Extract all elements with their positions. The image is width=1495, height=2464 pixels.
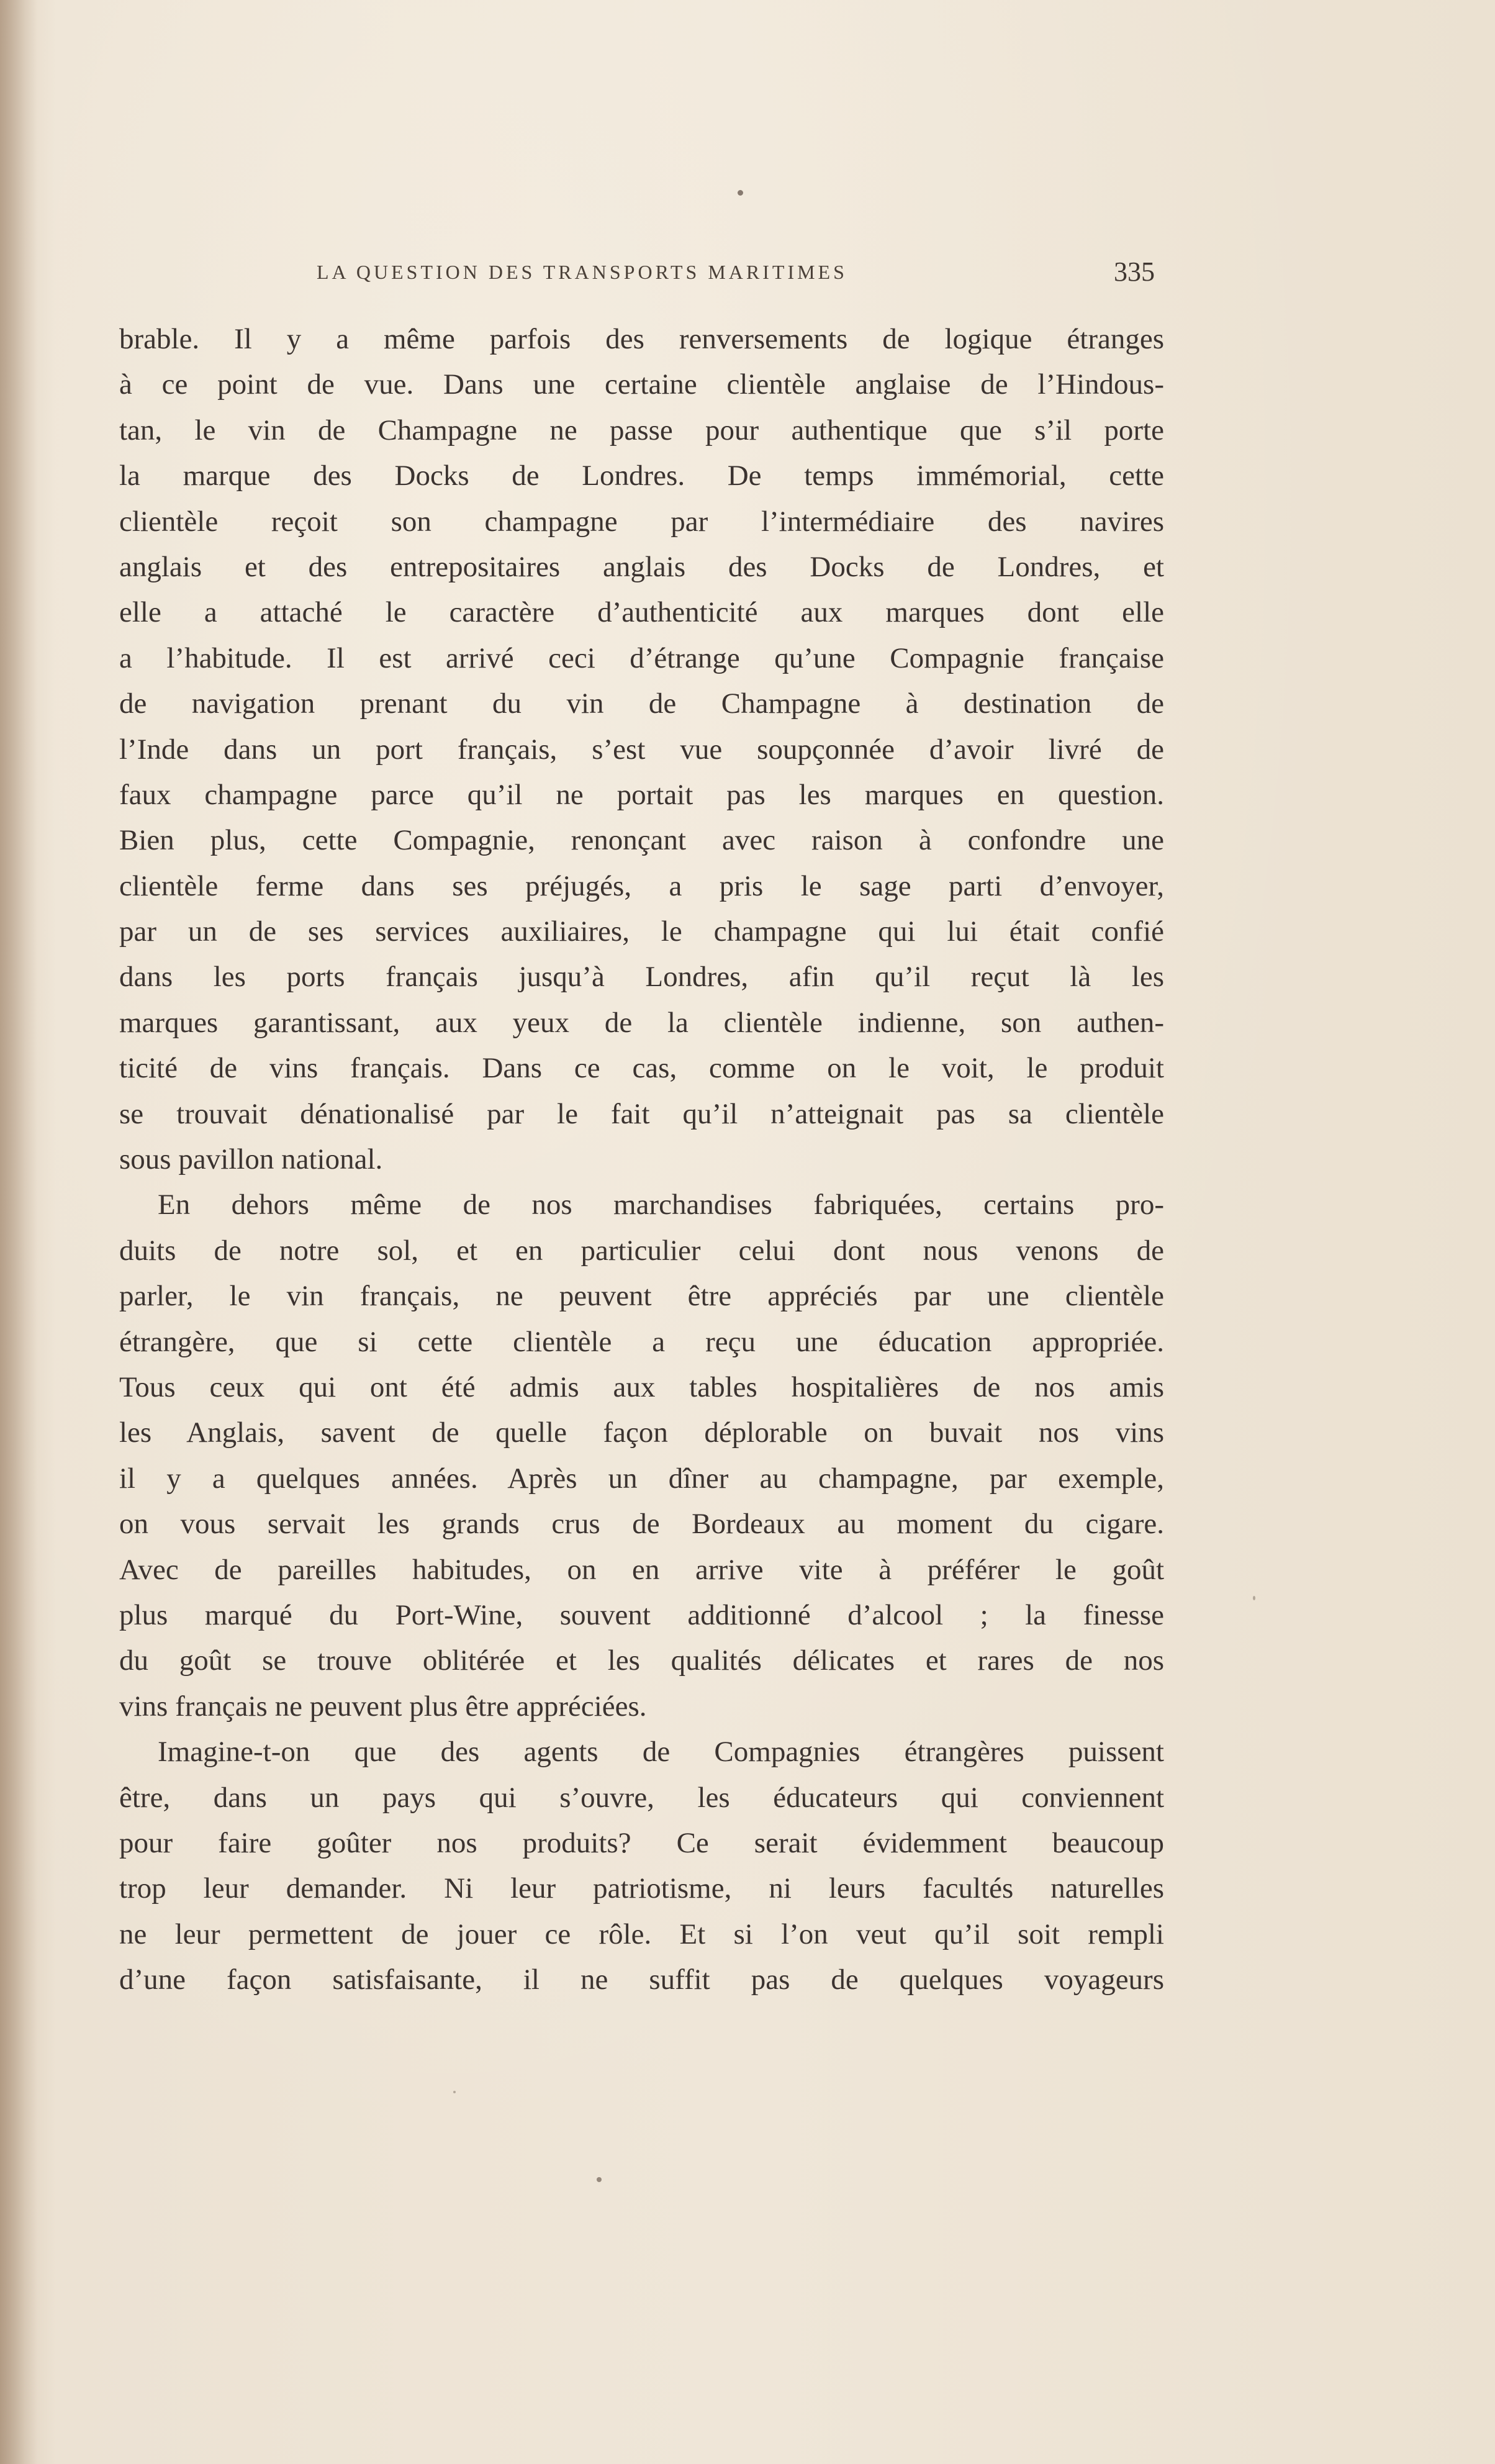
text-line: anglais et des entrepositaires anglais des Docks de Londres, et bbox=[119, 550, 1164, 583]
text-line: tan, le vin de Champagne ne passe pour authentique que s’il porte bbox=[119, 414, 1164, 446]
paper-speck bbox=[453, 2091, 456, 2093]
text-line: à ce point de vue. Dans une certaine clientèle anglaise de l’Hindous- bbox=[119, 368, 1164, 401]
text-line: on vous servait les grands crus de Bordeaux au moment du cigare. bbox=[119, 1508, 1164, 1541]
text-line: Avec de pareilles habitudes, on en arrive vite à préférer le goût bbox=[119, 1553, 1164, 1586]
body-text bbox=[119, 317, 1164, 2003]
text-line: clientèle ferme dans ses préjugés, a pris le sage parti d’envoyer, bbox=[119, 869, 1164, 902]
text-line: l’Inde dans un port français, s’est vue soupçonnée d’avoir livré de bbox=[119, 733, 1164, 766]
text-line: pour faire goûter nos produits? Ce serait évidemment beaucoup bbox=[119, 1826, 1164, 1859]
text-line: brable. Il y a même parfois des renversements de logique étranges bbox=[119, 323, 1164, 355]
text-line: duits de notre sol, et en particulier celui dont nous venons de bbox=[119, 1234, 1164, 1267]
page-number: 335 bbox=[1114, 256, 1155, 287]
paper-speck bbox=[597, 2177, 602, 2182]
text-line: plus marqué du Port-Wine, souvent additionné d’alcool ; la finesse bbox=[119, 1598, 1164, 1631]
text-line: parler, le vin français, ne peuvent être appréciés par une clientèle bbox=[119, 1280, 1164, 1313]
text-line: par un de ses services auxiliaires, le champagne qui lui était confié bbox=[119, 915, 1164, 948]
text-line: sous pavillon national. bbox=[119, 1143, 383, 1176]
text-line: les Anglais, savent de quelle façon déplorable on buvait nos vins bbox=[119, 1416, 1164, 1449]
text-line: faux champagne parce qu’il ne portait pas les marques en question. bbox=[119, 778, 1164, 811]
text-line: Bien plus, cette Compagnie, renonçant avec raison à confondre une bbox=[119, 824, 1164, 857]
text-line: a l’habitude. Il est arrivé ceci d’étrange qu’une Compagnie française bbox=[119, 641, 1164, 674]
text-line: la marque des Docks de Londres. De temps immémorial, cette bbox=[119, 460, 1164, 492]
text-line: En dehors même de nos marchandises fabriquées, certains pro- bbox=[158, 1189, 1164, 1221]
text-line: clientèle reçoit son champagne par l’intermédiaire des navires bbox=[119, 505, 1164, 538]
paper-speck bbox=[738, 190, 743, 196]
text-line: ticité de vins français. Dans ce cas, comme on le voit, le produit bbox=[119, 1052, 1164, 1085]
text-line: étrangère, que si cette clientèle a reçu une éducation appropriée. bbox=[119, 1325, 1164, 1358]
text-line: Imagine-t-on que des agents de Compagnies étrangères puissent bbox=[158, 1736, 1164, 1769]
text-line: marques garantissant, aux yeux de la clientèle indienne, son authen- bbox=[119, 1006, 1164, 1039]
running-title: LA QUESTION DES TRANSPORTS MARITIMES bbox=[317, 261, 847, 283]
text-line: il y a quelques années. Après un dîner au champagne, par exemple, bbox=[119, 1462, 1164, 1495]
text-line: vins français ne peuvent plus être appréciées. bbox=[119, 1690, 647, 1723]
text-line: être, dans un pays qui s’ouvre, les éducateurs qui conviennent bbox=[119, 1781, 1164, 1814]
text-line: elle a attaché le caractère d’authenticité aux marques dont elle bbox=[119, 596, 1164, 629]
text-line: du goût se trouve oblitérée et les qualités délicates et rares de nos bbox=[119, 1644, 1164, 1677]
spine-shadow bbox=[0, 0, 37, 2464]
text-line: trop leur demander. Ni leur patriotisme, ni leurs facultés naturelles bbox=[119, 1872, 1164, 1905]
text-line: dans les ports français jusqu’à Londres, afin qu’il reçut là les bbox=[119, 961, 1164, 994]
running-head bbox=[118, 256, 1155, 293]
text-line: se trouvait dénationalisé par le fait qu’il n’atteignait pas sa clientèle bbox=[119, 1097, 1164, 1130]
paper-speck bbox=[1253, 1596, 1255, 1600]
text-line: d’une façon satisfaisante, il ne suffit pas de quelques voyageurs bbox=[119, 1964, 1164, 1996]
text-line: Tous ceux qui ont été admis aux tables hospitalières de nos amis bbox=[119, 1370, 1164, 1403]
text-line: de navigation prenant du vin de Champagne à destination de bbox=[119, 687, 1164, 720]
text-line: ne leur permettent de jouer ce rôle. Et si l’on veut qu’il soit rempli bbox=[119, 1918, 1164, 1950]
